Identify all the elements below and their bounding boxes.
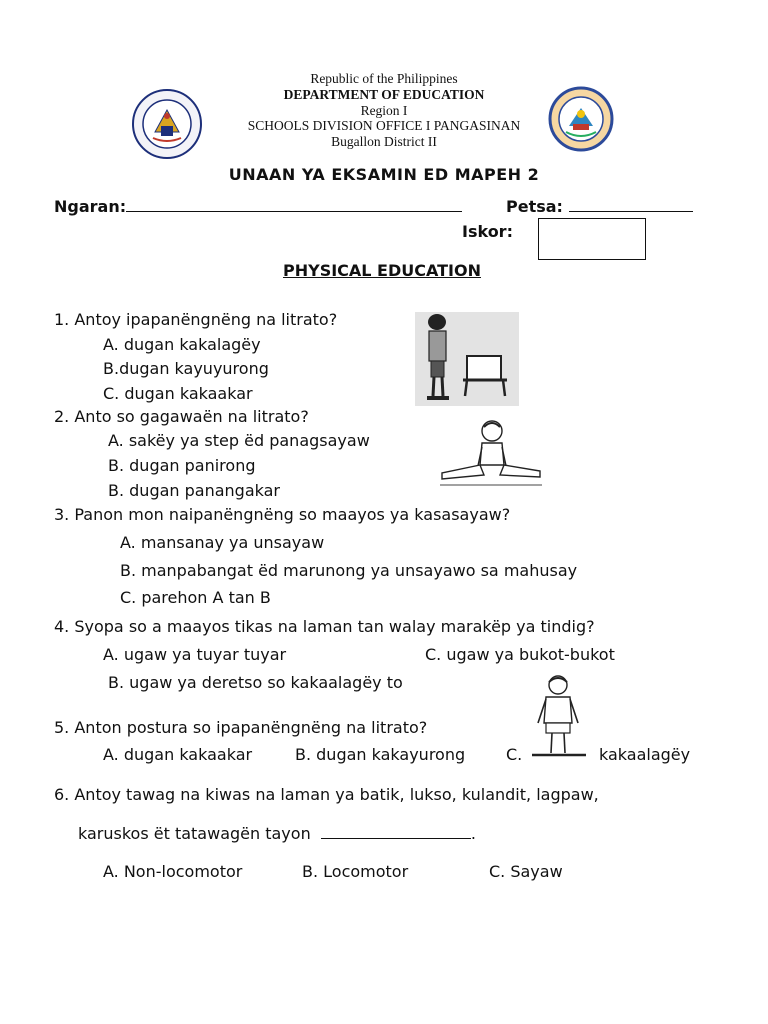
question-4-text: 4. Syopa so a maayos tikas na laman tan walay marakëp ya tindig?	[54, 617, 595, 636]
question-3-choice-b: B. manpabangat ëd marunong ya unsayawo sa mahusay	[120, 561, 578, 580]
name-label: Ngaran:	[54, 197, 127, 216]
question-5-text: 5. Anton postura so ipapanëngnëng na litrato?	[54, 718, 428, 737]
header-republic: Republic of the Philippines	[310, 71, 458, 86]
question-2-choice-b: B. dugan panirong	[108, 456, 256, 475]
question-3-choice-a: A. mansanay ya unsayaw	[120, 533, 325, 552]
question-1-choice-a: A. dugan kakalagëy	[103, 335, 261, 354]
question-2-choice-c: B. dugan panangakar	[108, 481, 281, 500]
question-5-choice-b: B. dugan kakayurong	[295, 745, 466, 764]
question-6-period: .	[470, 824, 476, 843]
question-4-choice-b: B. ugaw ya deretso so kakaalagëy to	[108, 673, 403, 692]
name-blank[interactable]	[126, 195, 462, 212]
deped-seal-logo	[131, 88, 203, 160]
question-5-choice-c-letter: C.	[506, 745, 523, 764]
section-title: PHYSICAL EDUCATION	[282, 261, 481, 280]
name-field-row	[54, 195, 462, 216]
question-6-text-line2-words: karuskos ët tatawagën tayon	[78, 824, 311, 843]
header-division: SCHOOLS DIVISION OFFICE I PANGASINAN	[247, 118, 521, 133]
question-6-text-line2	[78, 822, 476, 844]
question-2-text: 2. Anto so gagawaën na litrato?	[54, 407, 309, 426]
score-label: Iskor:	[462, 222, 513, 241]
question-1-text: 1. Antoy ipapanëngnëng na litrato?	[54, 310, 338, 329]
header-department: DEPARTMENT OF EDUCATION	[283, 87, 485, 102]
score-box[interactable]	[538, 218, 646, 260]
question-3-choice-c: C. parehon A tan B	[120, 588, 271, 607]
question-6-answer-blank[interactable]	[321, 822, 471, 839]
question-2-choice-a: A. sakëy ya step ëd panagsayaw	[108, 431, 370, 450]
date-blank[interactable]	[569, 195, 693, 212]
upright-person-image	[528, 675, 588, 760]
question-3-text: 3. Panon mon naipanëngnëng so maayos ya kasasayaw?	[54, 505, 511, 524]
question-4-choice-a: A. ugaw ya tuyar tuyar	[103, 645, 287, 664]
question-1-choice-b: B.dugan kayuyurong	[103, 359, 269, 378]
question-6-choice-b: B. Locomotor	[302, 862, 409, 881]
split-pose-image	[438, 417, 544, 497]
division-seal-logo	[548, 86, 614, 152]
header-district: Bugallon District II	[331, 134, 437, 149]
question-1-choice-c: C. dugan kakaakar	[103, 384, 253, 403]
date-label: Petsa:	[506, 197, 563, 216]
exam-title: UNAAN YA EKSAMIN ED MAPEH 2	[228, 165, 540, 184]
standing-person-image	[415, 312, 519, 406]
question-6-text: 6. Antoy tawag na kiwas na laman ya batik, lukso, kulandit, lagpaw,	[54, 785, 599, 804]
question-6-choice-a: A. Non-locomotor	[103, 862, 243, 881]
question-5-choice-c-rest: kakaalagëy	[599, 745, 691, 764]
question-5-choice-a: A. dugan kakaakar	[103, 745, 253, 764]
question-4-choice-c: C. ugaw ya bukot-bukot	[425, 645, 615, 664]
question-6-choice-c: C. Sayaw	[489, 862, 563, 881]
date-field-row	[506, 195, 693, 216]
header-region: Region I	[360, 103, 408, 118]
